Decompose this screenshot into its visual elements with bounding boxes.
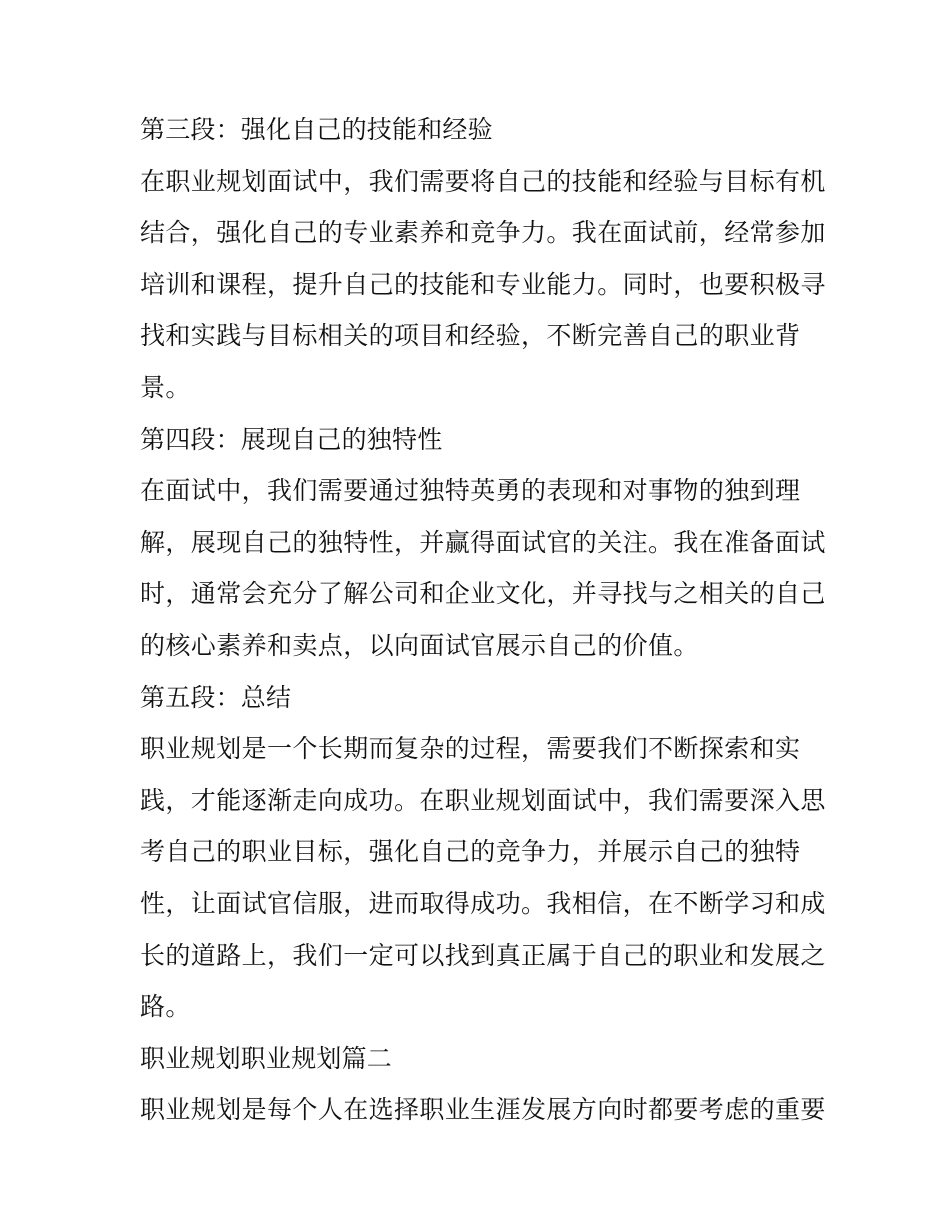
document-page <box>140 104 826 1136</box>
paragraph-line: 景。 <box>140 372 191 402</box>
paragraph-line: 培训和课程，提升自己的技能和专业能力。同时，也要积极寻 <box>140 269 826 299</box>
paragraph-line: 职业规划是每个人在选择职业生涯发展方向时都要考虑的重要 <box>140 1095 826 1125</box>
article-title: 职业规划职业规划篇二 <box>140 1043 393 1073</box>
paragraph-line: 在面试中，我们需要通过独特英勇的表现和对事物的独到理 <box>140 476 801 506</box>
paragraph-line: 解，展现自己的独特性，并赢得面试官的关注。我在准备面试 <box>140 527 826 557</box>
paragraph-line: 时，通常会充分了解公司和企业文化，并寻找与之相关的自己 <box>140 579 826 609</box>
section-heading-5: 第五段：总结 <box>140 682 292 712</box>
paragraph-line: 在职业规划面试中，我们需要将自己的技能和经验与目标有机 <box>140 166 826 196</box>
paragraph-line: 职业规划是一个长期而复杂的过程，需要我们不断探索和实 <box>140 734 801 764</box>
paragraph-line: 考自己的职业目标，强化自己的竞争力，并展示自己的独特 <box>140 837 801 867</box>
paragraph-line: 践，才能逐渐走向成功。在职业规划面试中，我们需要深入思 <box>140 785 826 815</box>
paragraph-line: 性，让面试官信服，进而取得成功。我相信，在不断学习和成 <box>140 888 826 918</box>
paragraph-line: 的核心素养和卖点，以向面试官展示自己的价值。 <box>140 630 699 660</box>
paragraph-line: 结合，强化自己的专业素养和竞争力。我在面试前，经常参加 <box>140 218 826 248</box>
paragraph-line: 找和实践与目标相关的项目和经验，不断完善自己的职业背 <box>140 321 801 351</box>
paragraph-line: 长的道路上，我们一定可以找到真正属于自己的职业和发展之 <box>140 940 826 970</box>
section-heading-4: 第四段：展现自己的独特性 <box>140 424 443 454</box>
paragraph-line: 路。 <box>140 992 191 1022</box>
section-heading-3: 第三段：强化自己的技能和经验 <box>140 115 493 144</box>
